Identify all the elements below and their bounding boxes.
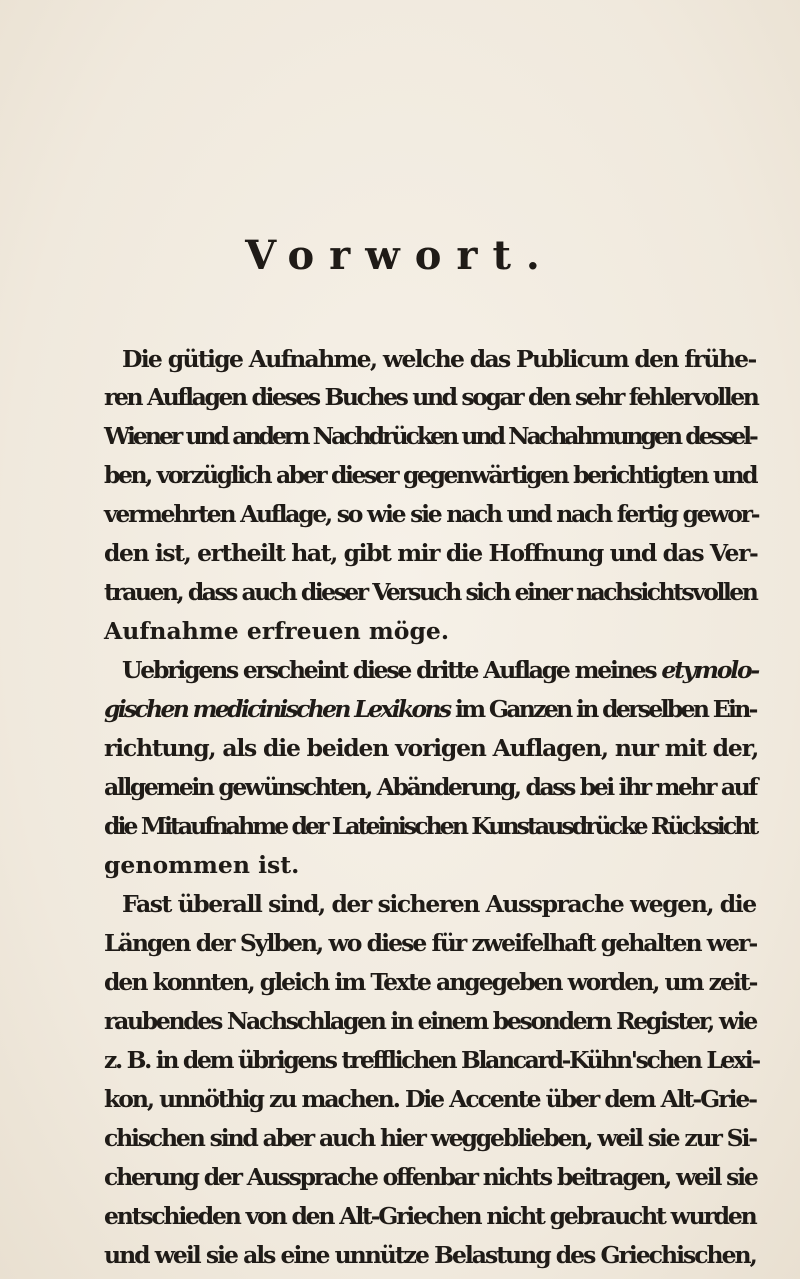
text-segment: entschieden von den Alt-Griechen nicht gebraucht wurden	[104, 1202, 756, 1230]
text-segment: chischen sind aber auch hier weggeblieben, weil sie zur Si-	[104, 1124, 756, 1152]
text-line	[104, 573, 756, 611]
text-line	[104, 963, 756, 1001]
text-line	[122, 340, 756, 378]
text-line	[104, 1158, 757, 1196]
text-line	[104, 807, 756, 845]
text-line	[104, 846, 299, 884]
text-segment: den konnten, gleich im Texte angegeben worden, um zeit-	[104, 968, 757, 996]
text-line	[122, 885, 756, 923]
text-line	[104, 924, 756, 962]
text-segment: cherung der Aussprache offenbar nichts beitragen, weil sie	[104, 1163, 757, 1191]
italic-text: etymolo-	[661, 656, 758, 684]
text-line	[104, 495, 758, 533]
text-segment: Wiener und andern Nachdrücken und Nachahmungen dessel-	[104, 422, 756, 450]
text-line	[104, 729, 758, 767]
text-segment: genommen ist.	[104, 851, 300, 879]
text-line	[104, 612, 449, 650]
text-segment: im Ganzen in derselben Ein-	[449, 695, 756, 723]
text-line	[104, 1236, 756, 1274]
text-segment: trauen, dass auch dieser Versuch sich einer nachsichtsvollen	[104, 578, 757, 606]
text-line	[104, 1041, 759, 1079]
text-segment: und weil sie als eine unnütze Belastung des Griechischen,	[104, 1241, 756, 1269]
text-segment: ben, vorzüglich aber dieser gegenwärtigen berichtigten und	[104, 461, 757, 489]
text-line	[104, 417, 756, 455]
text-line	[104, 1002, 756, 1040]
text-segment: Aufnahme erfreuen möge.	[104, 617, 450, 645]
text-line	[104, 1080, 756, 1118]
text-segment: z. B. in dem übrigens trefflichen Blancard-Kühn'schen Lexi-	[104, 1046, 759, 1074]
text-segment: allgemein gewünschten, Abänderung, dass bei ihr mehr auf	[104, 773, 757, 801]
text-segment: kon, unnöthig zu machen. Die Accente über dem Alt-Grie-	[104, 1085, 756, 1113]
text-segment: ren Auflagen dieses Buches und sogar den sehr fehlervollen	[104, 383, 758, 411]
text-segment: Uebrigens erscheint diese dritte Auflage meines	[122, 656, 662, 684]
text-line	[104, 534, 757, 572]
text-segment: Fast überall sind, der sicheren Aussprache wegen, die	[122, 890, 756, 918]
text-segment: Längen der Sylben, wo diese für zweifelhaft gehalten wer-	[104, 929, 757, 957]
text-line	[104, 456, 756, 494]
text-segment: richtung, als die beiden vorigen Auflagen, nur mit der,	[104, 734, 759, 762]
italic-text: gischen medicinischen Lexikons	[104, 695, 450, 723]
text-segment: den ist, ertheilt hat, gibt mir die Hoffnung und das Ver-	[104, 539, 758, 567]
text-line	[104, 378, 757, 416]
text-line	[104, 1119, 756, 1157]
page-title: Vorwort.	[245, 232, 555, 279]
text-line	[104, 1197, 756, 1235]
text-segment: raubendes Nachschlagen in einem besondern Register, wie	[104, 1007, 757, 1035]
text-line	[122, 651, 758, 689]
text-segment: die Mitaufnahme der Lateinischen Kunstausdrücke Rücksicht	[104, 812, 757, 840]
text-segment: Die gütige Aufnahme, welche das Publicum den frühe-	[122, 345, 756, 373]
text-segment: vermehrten Auflage, so wie sie nach und nach fertig gewor-	[104, 500, 759, 528]
text-line	[104, 690, 756, 728]
text-line	[104, 768, 756, 806]
